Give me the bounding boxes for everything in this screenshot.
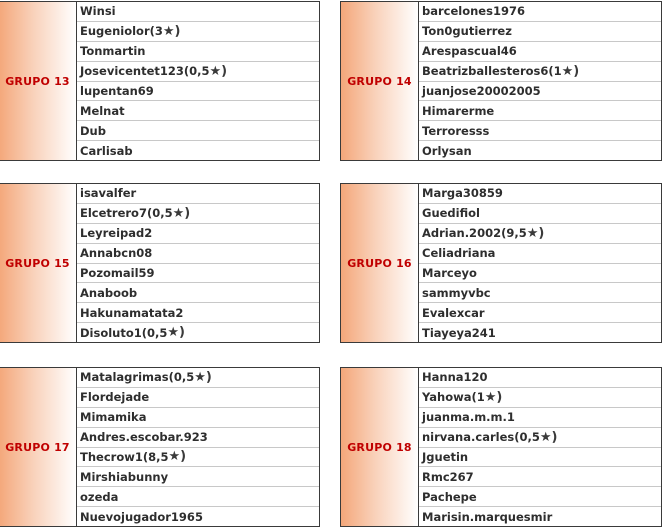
member-row: [77, 121, 319, 141]
member-name: Ton0gutierrez: [422, 24, 512, 39]
member-row: [419, 303, 661, 323]
member-row: [77, 224, 319, 244]
member-name: Mimamika: [80, 410, 147, 425]
member-name: Pachepe: [422, 489, 477, 504]
group-label: GRUPO 16: [347, 256, 412, 270]
member-name: Melnat: [80, 103, 125, 118]
group-label-cell: [0, 184, 77, 342]
member-name: Nuevojugador1965: [80, 509, 203, 524]
member-row: [419, 244, 661, 264]
member-name: barcelones1976: [422, 4, 525, 19]
member-name: juanjose20002005: [422, 83, 541, 98]
member-row: [419, 42, 661, 62]
member-row: [419, 428, 661, 448]
member-name: Anaboob: [80, 285, 138, 300]
member-name: Matalagrimas(0,5: [80, 370, 195, 385]
member-row: [77, 408, 319, 428]
member-list: [77, 368, 319, 526]
member-name: Hakunamatata2: [80, 305, 184, 320]
star-bonus-icon: ★): [526, 225, 545, 241]
group-label: GRUPO 17: [5, 440, 70, 454]
member-name: Marga30859: [422, 186, 503, 201]
star-bonus-icon: ★): [172, 205, 191, 221]
star-bonus-icon: ★): [539, 429, 558, 445]
member-row: [419, 388, 661, 408]
group-label-cell: [0, 368, 77, 526]
group-label: GRUPO 14: [347, 74, 412, 88]
member-list: [77, 184, 319, 342]
member-name: Rmc267: [422, 469, 474, 484]
member-name: Winsi: [80, 4, 116, 19]
member-name: Yahowa(1: [422, 390, 485, 405]
member-row: [77, 428, 319, 448]
member-list: [77, 2, 319, 160]
member-name: Tiayeya241: [422, 325, 496, 340]
member-name: Andres.escobar.923: [80, 430, 208, 445]
member-row: [419, 224, 661, 244]
member-name: sammyvbc: [422, 285, 491, 300]
member-name: lupentan69: [80, 83, 154, 98]
member-list: [419, 2, 661, 160]
member-row: [77, 303, 319, 323]
group-label: GRUPO 13: [5, 74, 70, 88]
group-label-cell: [341, 368, 419, 526]
star-bonus-icon: ★): [484, 389, 503, 405]
group-15-table: [0, 183, 320, 343]
member-row: [77, 264, 319, 284]
member-name: Tonmartin: [80, 44, 146, 59]
member-row: [419, 264, 661, 284]
member-name: Himarerme: [422, 103, 495, 118]
member-row: [77, 507, 319, 526]
group-14-table: [340, 1, 662, 161]
group-18-table: [340, 367, 662, 527]
member-name: Celiadriana: [422, 246, 496, 261]
member-row: [419, 408, 661, 428]
star-bonus-icon: ★): [162, 23, 181, 39]
member-list: [419, 368, 661, 526]
member-row: [419, 323, 661, 342]
member-name: Orlysan: [422, 143, 472, 158]
member-row: [77, 368, 319, 388]
member-name: juanma.m.m.1: [422, 410, 515, 425]
member-row: [77, 244, 319, 264]
member-row: [77, 283, 319, 303]
member-name: Terroresss: [422, 123, 490, 138]
member-row: [419, 467, 661, 487]
member-row: [419, 507, 661, 526]
group-label-cell: [341, 2, 419, 160]
member-row: [419, 368, 661, 388]
star-bonus-icon: ★): [209, 63, 228, 79]
group-16-table: [340, 183, 662, 343]
star-bonus-icon: ★): [194, 369, 212, 385]
member-row: [77, 141, 319, 160]
member-name: Disoluto1(0,5: [80, 325, 168, 340]
member-row: [419, 121, 661, 141]
member-row: [77, 2, 319, 22]
member-name: Jguetin: [422, 449, 469, 464]
member-name: Marceyo: [422, 265, 477, 280]
member-name: Annabcn08: [80, 246, 153, 261]
member-name: Flordejade: [80, 390, 150, 405]
member-row: [77, 323, 319, 342]
star-bonus-icon: ★): [167, 325, 185, 341]
member-row: [77, 22, 319, 42]
member-name: Thecrow1(8,5: [80, 449, 169, 464]
member-row: [419, 22, 661, 42]
member-row: [77, 487, 319, 507]
member-row: [77, 101, 319, 121]
member-row: [77, 184, 319, 204]
member-row: [419, 487, 661, 507]
member-name: Mirshiabunny: [80, 469, 169, 484]
member-name: nirvana.carles(0,5: [422, 430, 540, 445]
member-name: Josevicentet123(0,5: [80, 64, 210, 79]
member-name: Arespascual46: [422, 44, 517, 59]
member-name: Marisin.marquesmir: [422, 509, 553, 524]
member-row: [419, 82, 661, 102]
member-name: isavalfer: [80, 186, 137, 201]
member-name: Elcetrero7(0,5: [80, 206, 173, 221]
member-name: Carlisab: [80, 143, 133, 158]
group-17-table: [0, 367, 320, 527]
group-label-cell: [341, 184, 419, 342]
member-name: Eugeniolor(3: [80, 24, 163, 39]
group-label: GRUPO 18: [347, 440, 412, 454]
member-row: [419, 2, 661, 22]
member-row: [419, 101, 661, 121]
member-name: Evalexcar: [422, 305, 485, 320]
star-bonus-icon: ★): [168, 449, 187, 465]
member-row: [77, 204, 319, 224]
member-row: [77, 467, 319, 487]
member-name: Dub: [80, 123, 106, 138]
member-name: Hanna120: [422, 370, 488, 385]
member-row: [419, 204, 661, 224]
member-row: [419, 283, 661, 303]
member-name: Adrian.2002(9,5: [422, 226, 527, 241]
member-name: Guedifiol: [422, 206, 480, 221]
member-list: [419, 184, 661, 342]
member-row: [419, 184, 661, 204]
member-name: Pozomail59: [80, 265, 155, 280]
group-label: GRUPO 15: [5, 256, 70, 270]
group-13-table: [0, 1, 320, 161]
member-row: [419, 62, 661, 82]
member-name: Beatrizballesteros6(1: [422, 64, 562, 79]
star-bonus-icon: ★): [561, 63, 580, 79]
member-row: [419, 141, 661, 160]
member-row: [77, 448, 319, 468]
member-row: [419, 448, 661, 468]
member-row: [77, 42, 319, 62]
member-name: Leyreipad2: [80, 226, 153, 241]
member-row: [77, 62, 319, 82]
member-row: [77, 82, 319, 102]
member-name: ozeda: [80, 489, 119, 504]
group-label-cell: [0, 2, 77, 160]
member-row: [77, 388, 319, 408]
